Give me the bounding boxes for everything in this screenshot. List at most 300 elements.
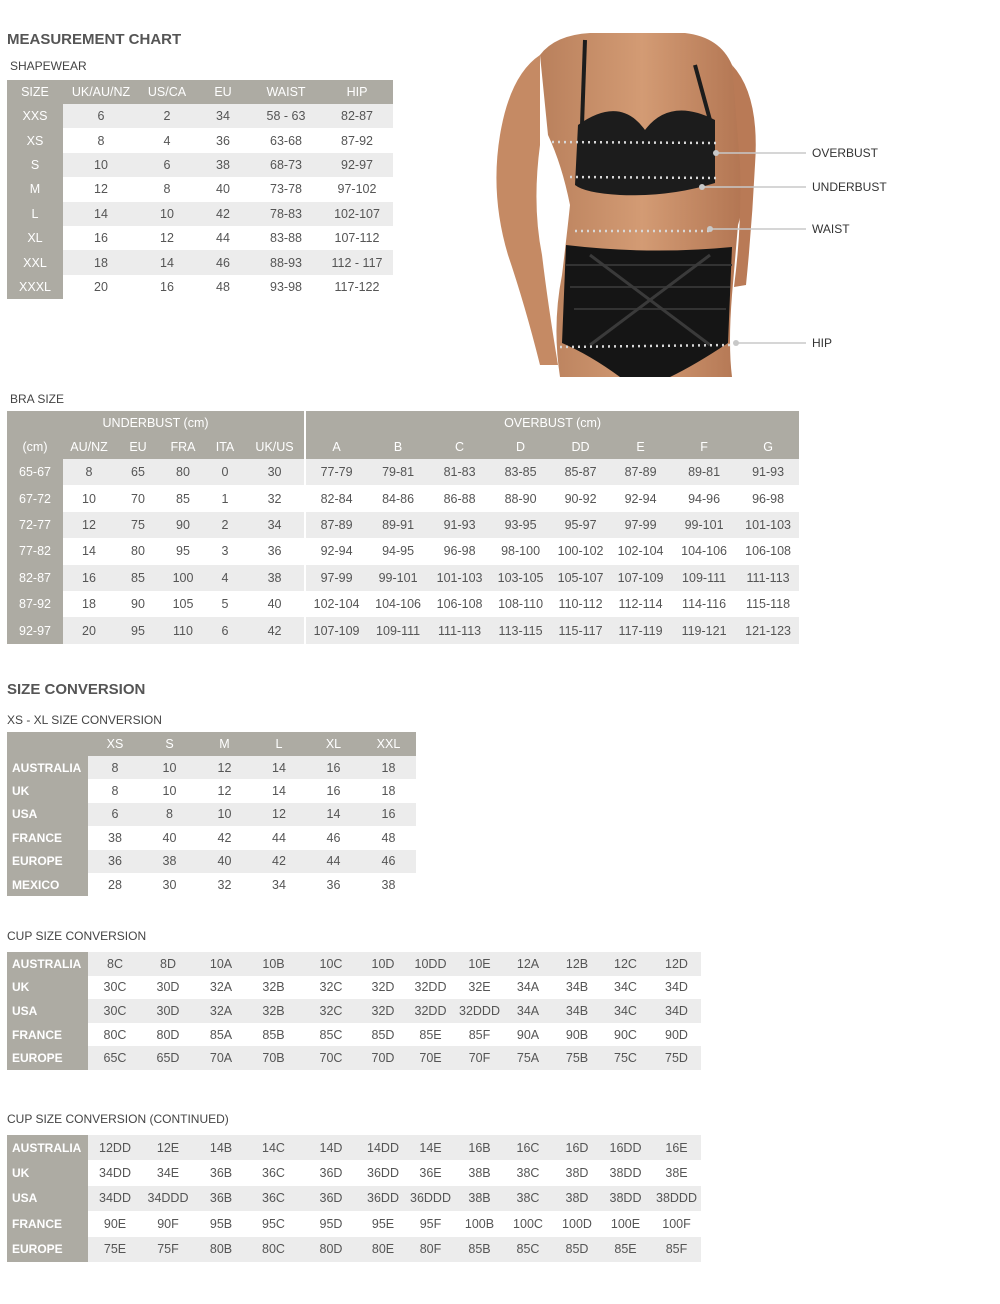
country-label: USA <box>7 999 88 1023</box>
table-cell: 38DD <box>609 1166 642 1181</box>
table-cell: 12E <box>142 1135 194 1160</box>
table-cell: 18 <box>63 250 139 274</box>
col-header: L <box>252 732 306 756</box>
table-cell: 36 <box>267 544 282 559</box>
table-cell: 91-93 <box>737 459 799 485</box>
table-cell: 46 <box>361 850 416 873</box>
table-cell: 30C <box>88 999 142 1023</box>
table-cell: 14 <box>306 803 361 826</box>
table-cell: 38DDD <box>652 1186 701 1211</box>
table-cell: 16B <box>458 1135 501 1160</box>
table-cell: 96-98 <box>752 491 785 506</box>
table-cell: 88-93 <box>251 250 321 274</box>
size-conversion-title: SIZE CONVERSION <box>7 681 146 698</box>
table-cell: 16C <box>501 1135 555 1160</box>
table-cell: 80D <box>299 1237 363 1262</box>
table-cell: 12 <box>252 803 306 826</box>
table-cell: 92-94 <box>624 491 657 506</box>
table-cell: 36DDD <box>403 1186 458 1211</box>
table-cell: 12 <box>197 756 252 779</box>
table-row <box>7 826 416 849</box>
table-cell: 75 <box>115 512 161 538</box>
table-cell: 85F <box>652 1237 701 1262</box>
table-cell: 90D <box>665 1027 688 1042</box>
table-row <box>7 153 393 177</box>
table-cell: 4 <box>205 565 245 591</box>
table-cell: 20 <box>63 617 115 643</box>
table-cell: 80B <box>194 1237 248 1262</box>
table-row <box>7 485 799 511</box>
table-cell: 97-102 <box>337 182 377 197</box>
table-cell: 38 <box>245 565 305 591</box>
col-header: AU/NZ <box>63 435 115 459</box>
table-cell: 85E <box>419 1027 442 1042</box>
table-cell: 8D <box>142 952 194 976</box>
table-row <box>7 275 393 299</box>
table-cell: 70D <box>363 1046 403 1070</box>
table-row <box>7 1160 701 1185</box>
cup-conversion-continued-table <box>7 1135 701 1262</box>
country-label: EUROPE <box>7 1046 88 1070</box>
col-header: EU <box>195 80 251 104</box>
table-row <box>7 999 701 1023</box>
table-cell: 36B <box>194 1186 248 1211</box>
table-cell: 90 <box>161 512 205 538</box>
table-cell: 16 <box>63 565 115 591</box>
col-header: D <box>490 435 551 459</box>
table-cell: 20 <box>94 279 108 294</box>
table-cell: 14 <box>82 544 96 559</box>
table-cell: 102-104 <box>617 544 664 559</box>
table-cell: 12 <box>63 512 115 538</box>
table-cell: 2 <box>139 104 195 128</box>
table-cell: 30 <box>245 459 305 485</box>
col-header: XS <box>88 732 142 756</box>
col-header: SIZE <box>7 80 63 104</box>
table-cell: 110 <box>161 617 205 643</box>
table-cell: 80D <box>156 1027 180 1042</box>
table-cell: 75B <box>555 1046 599 1070</box>
overbust-label: OVERBUST <box>812 146 879 160</box>
table-cell: 90-92 <box>564 491 597 506</box>
table-cell: 34DDD <box>142 1186 194 1211</box>
table-cell: 12C <box>599 952 652 976</box>
table-cell: 44 <box>272 830 286 845</box>
table-cell: 100C <box>513 1216 543 1231</box>
table-cell: 85C <box>501 1237 555 1262</box>
country-label: USA <box>7 1186 88 1211</box>
table-cell: 93-95 <box>490 512 551 538</box>
country-label: EUROPE <box>7 1237 88 1262</box>
table-cell: 100D <box>562 1216 592 1231</box>
table-row <box>7 756 416 779</box>
table-cell: 73-78 <box>270 182 302 197</box>
table-cell: 117-122 <box>334 279 380 294</box>
table-cell: 12 <box>94 182 108 197</box>
table-cell: 101-103 <box>737 512 799 538</box>
table-cell: 38C <box>516 1166 540 1181</box>
table-cell: 40 <box>197 850 252 873</box>
table-cell: 75C <box>599 1046 652 1070</box>
table-cell: 38E <box>665 1166 688 1181</box>
table-cell: 8 <box>97 133 105 148</box>
table-cell: 36C <box>262 1166 285 1181</box>
table-cell: 75A <box>501 1046 555 1070</box>
table-cell: 38C <box>501 1186 555 1211</box>
table-cell: 80 <box>131 544 145 559</box>
table-cell: 28 <box>108 877 122 892</box>
table-cell: 32DDD <box>458 999 501 1023</box>
underbust-group-header: UNDERBUST (cm) <box>7 411 305 435</box>
country-label: USA <box>7 803 88 826</box>
table-cell: 34B <box>565 980 589 995</box>
table-cell: 38B <box>458 1186 501 1211</box>
table-cell: 97-99 <box>305 565 367 591</box>
table-cell: 16 <box>306 756 361 779</box>
table-cell: 100B <box>464 1216 495 1231</box>
table-cell: 12D <box>652 952 701 976</box>
table-cell: 85-87 <box>551 459 610 485</box>
shapewear-subtitle: SHAPEWEAR <box>10 59 87 73</box>
table-cell: 32DD <box>403 999 458 1023</box>
underbust-range-label: 77-82 <box>7 538 63 564</box>
table-cell: 34C <box>599 999 652 1023</box>
col-header: EU <box>115 435 161 459</box>
table-cell: 34D <box>652 999 701 1023</box>
table-cell: 36 <box>326 877 341 892</box>
table-cell: 100 <box>161 565 205 591</box>
table-cell: 79-81 <box>367 459 429 485</box>
table-cell: 38 <box>195 153 251 177</box>
table-cell: 82-87 <box>321 104 393 128</box>
col-header: S <box>142 732 197 756</box>
table-cell: 36D <box>299 1186 363 1211</box>
bra-size-title: BRA SIZE <box>10 392 65 406</box>
country-label: FRANCE <box>7 1023 88 1047</box>
table-cell: 12 <box>160 231 174 246</box>
table-row <box>7 803 416 826</box>
cup-conversion-title: CUP SIZE CONVERSION <box>7 929 147 943</box>
table-cell: 38D <box>555 1186 599 1211</box>
table-cell: 34 <box>245 512 305 538</box>
table-cell: 16 <box>94 231 108 246</box>
table-cell: 115-117 <box>551 617 610 643</box>
size-label: XXXL <box>7 275 63 299</box>
table-cell: 95D <box>319 1216 343 1231</box>
table-cell: 14D <box>299 1135 363 1160</box>
table-cell: 38B <box>468 1166 491 1181</box>
table-cell: 16 <box>160 279 174 294</box>
table-cell: 90B <box>565 1027 589 1042</box>
underbust-range-label: 65-67 <box>7 459 63 485</box>
table-cell: 75E <box>88 1237 142 1262</box>
table-row <box>7 177 393 201</box>
hip-label: HIP <box>812 336 833 350</box>
table-cell: 95-97 <box>551 512 610 538</box>
country-label: UK <box>7 779 88 802</box>
table-cell: 14 <box>252 756 306 779</box>
table-cell: 10 <box>197 803 252 826</box>
table-cell: 77-79 <box>305 459 367 485</box>
table-cell: 82-84 <box>305 485 367 511</box>
table-cell: 8C <box>88 952 142 976</box>
table-cell: 34C <box>614 980 637 995</box>
table-cell: 92-94 <box>305 538 367 564</box>
table-cell: 32C <box>319 980 343 995</box>
table-cell: 32A <box>209 980 233 995</box>
col-header: (cm) <box>7 435 63 459</box>
table-cell: 109-111 <box>367 617 429 643</box>
table-row <box>7 459 799 485</box>
size-label: M <box>7 177 63 201</box>
table-cell: 102-107 <box>321 202 393 226</box>
col-header: ITA <box>205 435 245 459</box>
col-header: XXL <box>361 732 416 756</box>
underbust-range-label: 72-77 <box>7 512 63 538</box>
col-header: M <box>197 732 252 756</box>
table-cell: 89-81 <box>671 459 737 485</box>
table-cell: 100-102 <box>557 544 604 559</box>
table-cell: 6 <box>63 104 139 128</box>
table-cell: 75F <box>142 1237 194 1262</box>
waist-label: WAIST <box>812 222 850 236</box>
table-cell: 112 - 117 <box>321 250 393 274</box>
table-cell: 34A <box>516 980 540 995</box>
table-cell: 58 - 63 <box>251 104 321 128</box>
table-row <box>7 952 701 976</box>
table-cell: 32D <box>363 999 403 1023</box>
table-cell: 68-73 <box>251 153 321 177</box>
table-cell: 46 <box>326 830 341 845</box>
table-cell: 36D <box>319 1166 343 1181</box>
table-cell: 14 <box>63 202 139 226</box>
table-cell: 8 <box>111 784 119 799</box>
table-cell: 110-112 <box>558 597 603 612</box>
table-row <box>7 850 416 873</box>
table-cell: 65 <box>115 459 161 485</box>
table-cell: 97-99 <box>610 512 671 538</box>
table-cell: 95E <box>371 1216 395 1231</box>
col-header: G <box>737 435 799 459</box>
table-cell: 12A <box>501 952 555 976</box>
table-row <box>7 128 393 152</box>
table-cell: 32B <box>262 980 285 995</box>
table-row <box>7 1046 701 1070</box>
underbust-range-label: 87-92 <box>7 591 63 617</box>
country-label: MEXICO <box>7 873 88 896</box>
table-cell: 10 <box>139 202 195 226</box>
table-cell: 14B <box>194 1135 248 1160</box>
table-row <box>7 976 701 1000</box>
table-cell: 111-113 <box>737 565 799 591</box>
table-cell: 94-96 <box>688 491 721 506</box>
country-label: EUROPE <box>7 850 88 873</box>
table-cell: 87-89 <box>305 512 367 538</box>
table-row <box>7 1186 701 1211</box>
table-cell: 85A <box>209 1027 233 1042</box>
table-cell: 32A <box>194 999 248 1023</box>
table-cell: 14DD <box>363 1135 403 1160</box>
table-cell: 14C <box>248 1135 299 1160</box>
table-cell: 16DD <box>599 1135 652 1160</box>
table-cell: 32E <box>468 980 491 995</box>
table-cell: 105 <box>172 597 194 612</box>
table-cell: 6 <box>88 803 142 826</box>
table-cell: 101-103 <box>429 565 490 591</box>
table-row <box>7 565 799 591</box>
country-label: FRANCE <box>7 826 88 849</box>
overbust-group-header: OVERBUST (cm) <box>305 411 799 435</box>
table-row <box>7 591 799 617</box>
table-cell: 4 <box>163 133 171 148</box>
table-cell: 12B <box>555 952 599 976</box>
table-cell: 70F <box>458 1046 501 1070</box>
table-cell: 90 <box>131 597 145 612</box>
table-cell: 85E <box>599 1237 652 1262</box>
table-cell: 70C <box>299 1046 363 1070</box>
table-cell: 38 <box>142 850 197 873</box>
xs-xl-conversion-table <box>7 732 416 896</box>
table-cell: 85 <box>176 491 190 506</box>
table-cell: 111-113 <box>429 617 490 643</box>
table-cell: 6 <box>205 617 245 643</box>
table-cell: 86-88 <box>443 491 476 506</box>
table-cell: 6 <box>139 153 195 177</box>
table-cell: 99-101 <box>671 512 737 538</box>
table-cell: 30 <box>162 877 177 892</box>
table-cell: 18 <box>82 597 96 612</box>
table-cell: 40 <box>216 182 230 197</box>
table-row <box>7 779 416 802</box>
underbust-range-label: 67-72 <box>7 485 63 511</box>
table-cell: 109-111 <box>671 565 737 591</box>
table-cell: 87-89 <box>610 459 671 485</box>
table-row <box>7 226 393 250</box>
size-label: XS <box>7 128 63 152</box>
table-row <box>7 104 393 128</box>
table-cell: 8 <box>88 756 142 779</box>
table-cell: 70E <box>403 1046 458 1070</box>
table-cell: 10E <box>458 952 501 976</box>
table-cell: 0 <box>205 459 245 485</box>
table-cell: 48 <box>381 830 396 845</box>
table-cell: 10 <box>82 491 96 506</box>
table-cell: 10C <box>299 952 363 976</box>
table-cell: 112-114 <box>618 597 663 612</box>
table-cell: 108-110 <box>498 597 544 612</box>
body-measurement-figure <box>470 25 890 377</box>
table-cell: 80 <box>161 459 205 485</box>
table-cell: 107-109 <box>610 565 671 591</box>
table-cell: 36 <box>88 850 142 873</box>
table-cell: 30C <box>103 980 127 995</box>
table-cell: 46 <box>195 250 251 274</box>
table-cell: 78-83 <box>251 202 321 226</box>
table-cell: 38D <box>565 1166 589 1181</box>
table-row <box>7 202 393 226</box>
table-cell: 85F <box>468 1027 491 1042</box>
table-cell: 36DD <box>363 1186 403 1211</box>
table-cell: 90A <box>516 1027 540 1042</box>
table-cell: 32D <box>371 980 395 995</box>
table-cell: 42 <box>245 617 305 643</box>
model-illustration <box>470 25 890 377</box>
table-cell: 38 <box>381 877 396 892</box>
table-cell: 38 <box>108 830 122 845</box>
col-header: DD <box>551 435 610 459</box>
col-header: C <box>429 435 490 459</box>
country-label: UK <box>7 976 88 1000</box>
table-cell: 38DD <box>599 1186 652 1211</box>
table-cell: 10A <box>194 952 248 976</box>
cup-conversion-continued-title: CUP SIZE CONVERSION (CONTINUED) <box>7 1112 229 1126</box>
col-header: XL <box>306 732 361 756</box>
col-header: US/CA <box>139 80 195 104</box>
table-cell: 18 <box>381 784 396 799</box>
table-row <box>7 1023 701 1047</box>
table-cell: 10 <box>162 784 177 799</box>
table-cell: 40 <box>267 597 282 612</box>
table-cell: 114-116 <box>682 597 727 612</box>
table-cell: 8 <box>163 182 171 197</box>
table-cell: 105-107 <box>551 565 610 591</box>
table-cell: 10D <box>363 952 403 976</box>
table-cell: 85 <box>115 565 161 591</box>
table-cell: 32B <box>248 999 299 1023</box>
table-cell: 89-91 <box>367 512 429 538</box>
table-cell: 34DD <box>99 1166 131 1181</box>
underbust-label: UNDERBUST <box>812 180 887 194</box>
table-cell: 34 <box>272 877 286 892</box>
underbust-range-label: 92-97 <box>7 617 63 643</box>
table-cell: 107-109 <box>305 617 367 643</box>
table-cell: 95C <box>262 1216 285 1231</box>
table-cell: 91-93 <box>429 512 490 538</box>
table-cell: 42 <box>195 202 251 226</box>
table-cell: 36C <box>248 1186 299 1211</box>
table-cell: 75D <box>652 1046 701 1070</box>
table-cell: 10DD <box>403 952 458 976</box>
table-cell: 32DD <box>414 980 447 995</box>
table-cell: 92-97 <box>321 153 393 177</box>
table-row <box>7 1237 701 1262</box>
bra-size-table <box>7 411 799 644</box>
table-cell: 5 <box>221 597 229 612</box>
table-cell: 95 <box>115 617 161 643</box>
table-cell: 117-119 <box>610 617 671 643</box>
table-cell: 44 <box>216 231 230 246</box>
table-cell: 14E <box>403 1135 458 1160</box>
table-cell: 80C <box>103 1027 127 1042</box>
table-cell: 106-108 <box>745 544 791 559</box>
underbust-range-label: 82-87 <box>7 565 63 591</box>
table-cell: 81-83 <box>429 459 490 485</box>
table-cell: 8 <box>63 459 115 485</box>
table-cell: 83-88 <box>270 231 302 246</box>
table-cell: 1 <box>221 491 229 506</box>
table-cell: 48 <box>216 279 230 294</box>
table-cell: 12 <box>217 784 232 799</box>
table-cell: 85B <box>262 1027 285 1042</box>
table-cell: 44 <box>306 850 361 873</box>
col-header: HIP <box>321 80 393 104</box>
table-cell: 113-115 <box>490 617 551 643</box>
table-cell: 32 <box>217 877 232 892</box>
table-cell: 106-108 <box>436 597 483 612</box>
table-cell: 102-104 <box>305 591 367 617</box>
table-cell: 30D <box>156 980 180 995</box>
table-row <box>7 617 799 643</box>
